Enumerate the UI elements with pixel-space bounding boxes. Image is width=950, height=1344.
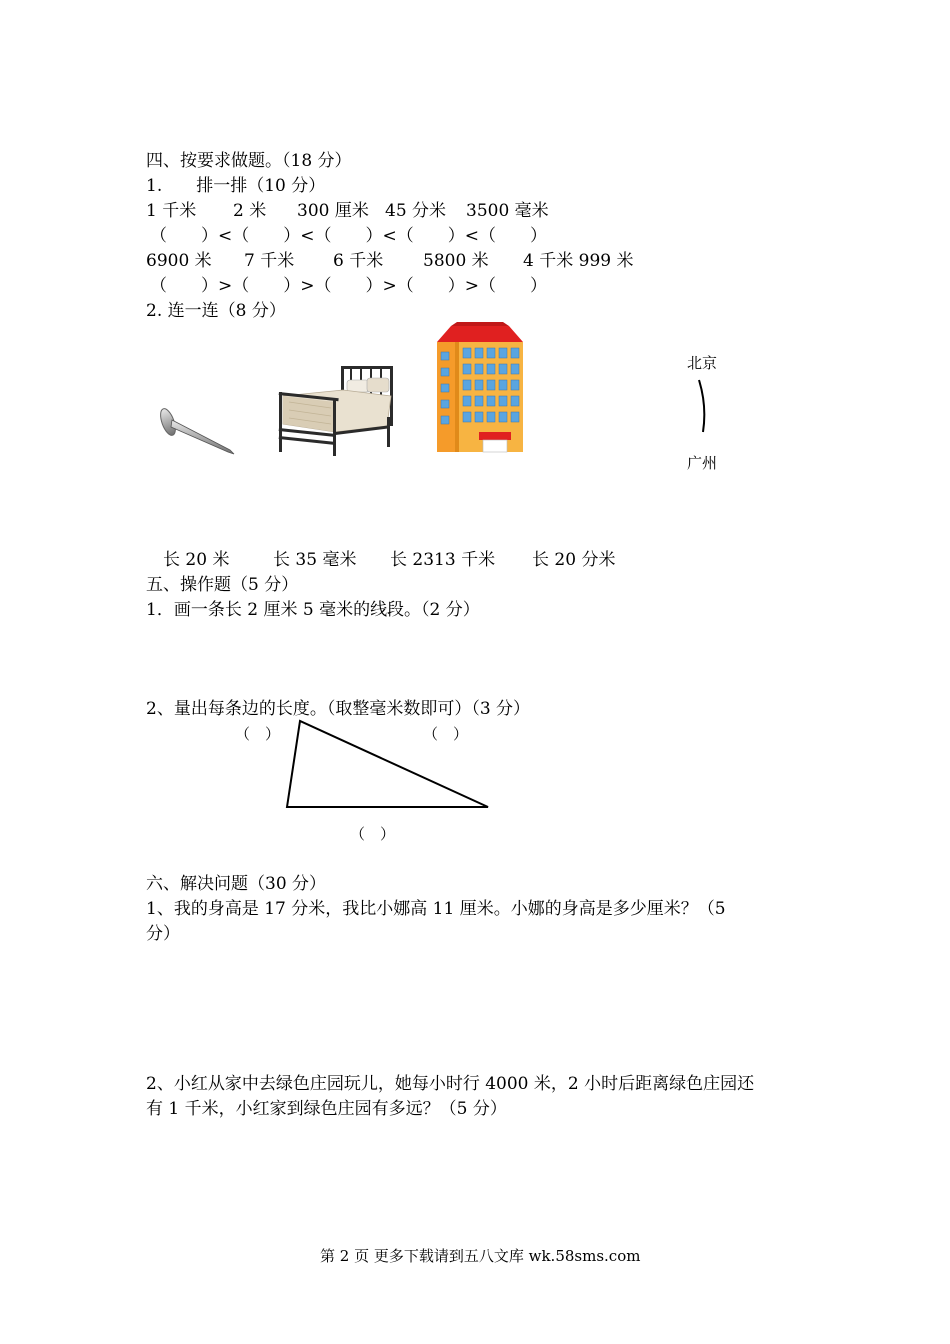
row1-item: 2 米 bbox=[233, 201, 267, 221]
row2-blanks: （ ）>（ ）>（ ）>（ ）>（ ） bbox=[150, 276, 547, 296]
bed-image bbox=[275, 362, 400, 457]
s5-q1: 1．画一条长 2 厘米 5 毫米的线段。（2 分） bbox=[146, 600, 480, 620]
map-label-beijing: 北京 bbox=[687, 354, 718, 372]
map-label-guangzhou: 广州 bbox=[687, 454, 718, 472]
length-label: 长 2313 千米 bbox=[390, 550, 496, 570]
map-route-line bbox=[695, 378, 715, 434]
blank-left-side: （ ） bbox=[235, 725, 281, 743]
row2-item: 6900 米 bbox=[146, 251, 212, 271]
triangle-figure bbox=[280, 715, 495, 815]
row1-item: 1 千米 bbox=[146, 201, 197, 221]
row2-item: 4 千米 999 米 bbox=[523, 251, 634, 271]
s6-q1-line1: 1、我的身高是 17 分米，我比小娜高 11 厘米。小娜的身高是多少厘米？（5 bbox=[146, 899, 726, 919]
row2-item: 6 千米 bbox=[333, 251, 384, 271]
row1-item: 300 厘米 bbox=[297, 201, 369, 221]
nail-image bbox=[152, 400, 242, 460]
q1-title: 1. 排一排（10 分） bbox=[146, 176, 326, 196]
building-image bbox=[433, 322, 535, 454]
section5-title: 五、操作题（5 分） bbox=[146, 575, 299, 595]
row2-item: 7 千米 bbox=[244, 251, 295, 271]
blank-right-side: （ ） bbox=[423, 725, 469, 743]
q2-title: 2. 连一连（8 分） bbox=[146, 301, 286, 321]
row1-item: 45 分米 bbox=[385, 201, 447, 221]
blank-bottom-side: （ ） bbox=[350, 825, 396, 843]
row1-item: 3500 毫米 bbox=[466, 201, 549, 221]
s6-q2-line1: 2、小红从家中去绿色庄园玩儿，她每小时行 4000 米，2 小时后距离绿色庄园还 bbox=[146, 1074, 755, 1094]
s5-q2: 2、量出每条边的长度。（取整毫米数即可）（3 分） bbox=[146, 699, 531, 719]
page-footer: 第 2 页 更多下载请到五八文库 wk.58sms.com bbox=[320, 1247, 641, 1265]
s6-q2-line2: 有 1 千米，小红家到绿色庄园有多远？（5 分） bbox=[146, 1099, 507, 1119]
section4-title: 四、按要求做题。（18 分） bbox=[146, 151, 352, 171]
row2-item: 5800 米 bbox=[423, 251, 489, 271]
length-label: 长 20 分米 bbox=[532, 550, 616, 570]
row1-blanks: （ ）<（ ）<（ ）<（ ）<（ ） bbox=[150, 226, 547, 246]
length-label: 长 20 米 bbox=[163, 550, 230, 570]
section6-title: 六、解决问题（30 分） bbox=[146, 874, 327, 894]
length-label: 长 35 毫米 bbox=[273, 550, 357, 570]
s6-q1-line2: 分） bbox=[146, 924, 180, 944]
